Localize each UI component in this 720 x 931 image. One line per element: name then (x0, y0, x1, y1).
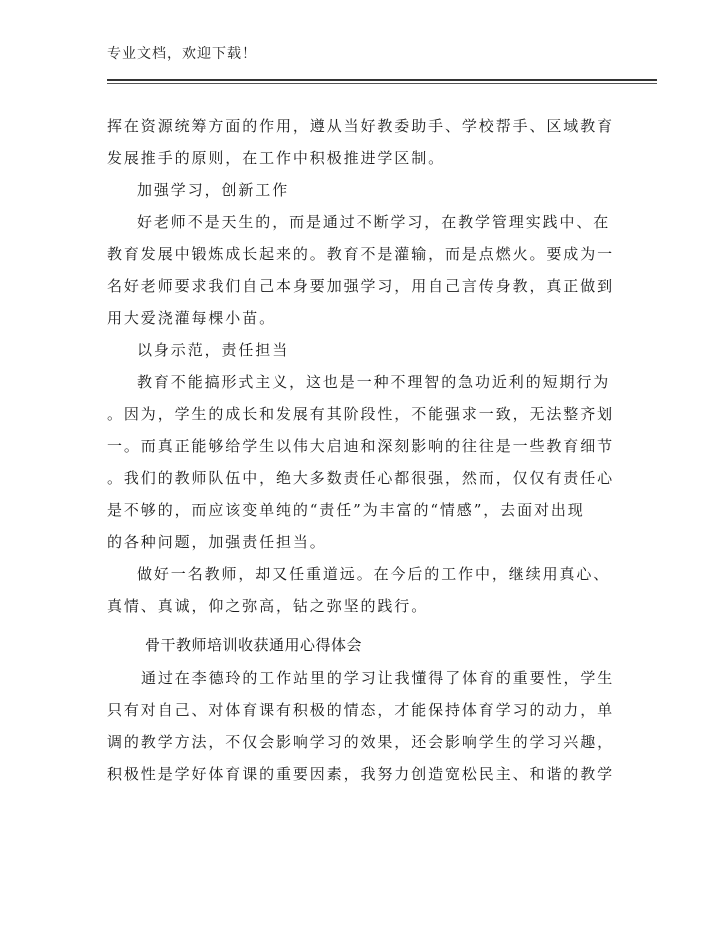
paragraph-line: 积极性是学好体育课的重要因素，我努力创造宽松民主、和谐的教学 (107, 765, 615, 783)
paragraph-line: 只有对自己、对体育课有积极的情态，才能保持体育学习的动力，单 (107, 701, 615, 719)
page-header: 专业文档，欢迎下载！ (107, 46, 257, 62)
paragraph-line: 是不够的，而应该变单纯的“责任”为丰富的“情感”，去面对出现 (107, 501, 585, 519)
header-rule-thin (107, 83, 657, 84)
section-title: 骨干教师培训收获通用心得体会 (145, 636, 363, 654)
subheading-line: 以身示范，责任担当 (137, 341, 290, 359)
document-body (107, 110, 615, 790)
paragraph-line: 挥在资源统筹方面的作用，遵从当好教委助手、学校帮手、区域教育 (107, 117, 615, 135)
header-rule-thick (107, 79, 657, 81)
paragraph-line: 名好老师要求我们自己本身要加强学习，用自己言传身教，真正做到 (107, 277, 615, 295)
paragraph-line: 调的教学方法，不仅会影响学习的效果，还会影响学生的学习兴趣， (107, 733, 615, 751)
paragraph-line: 发展推手的原则，在工作中积极推进学区制。 (107, 149, 446, 167)
paragraph-line: 做好一名教师，却又任重道远。在今后的工作中，继续用真心、 (137, 565, 611, 583)
paragraph-line: 通过在李德玲的工作站里的学习让我懂得了体育的重要性，学生 (141, 669, 615, 687)
paragraph-line: 好老师不是天生的，而是通过不断学习，在教学管理实践中、在 (137, 213, 611, 231)
paragraph-line: 用大爱浇灌每棵小苗。 (107, 309, 277, 327)
paragraph-line: 教育发展中锻炼成长起来的。教育不是灌输，而是点燃火。要成为一 (107, 245, 615, 263)
paragraph-line: 的各种问题，加强责任担当。 (107, 533, 327, 551)
subheading-line: 加强学习，创新工作 (137, 181, 290, 199)
paragraph-line: 教育不能搞形式主义，这也是一种不理智的急功近利的短期行为 (137, 373, 611, 391)
paragraph-line: 一。而真正能够给学生以伟大启迪和深刻影响的往往是一些教育细节 (107, 437, 615, 455)
paragraph-line: 。因为，学生的成长和发展有其阶段性，不能强求一致，无法整齐划 (107, 405, 615, 423)
paragraph-line: 真情、真诚，仰之弥高，钻之弥坚的践行。 (107, 597, 429, 615)
paragraph-line: 。我们的教师队伍中，绝大多数责任心都很强，然而，仅仅有责任心 (107, 469, 615, 487)
